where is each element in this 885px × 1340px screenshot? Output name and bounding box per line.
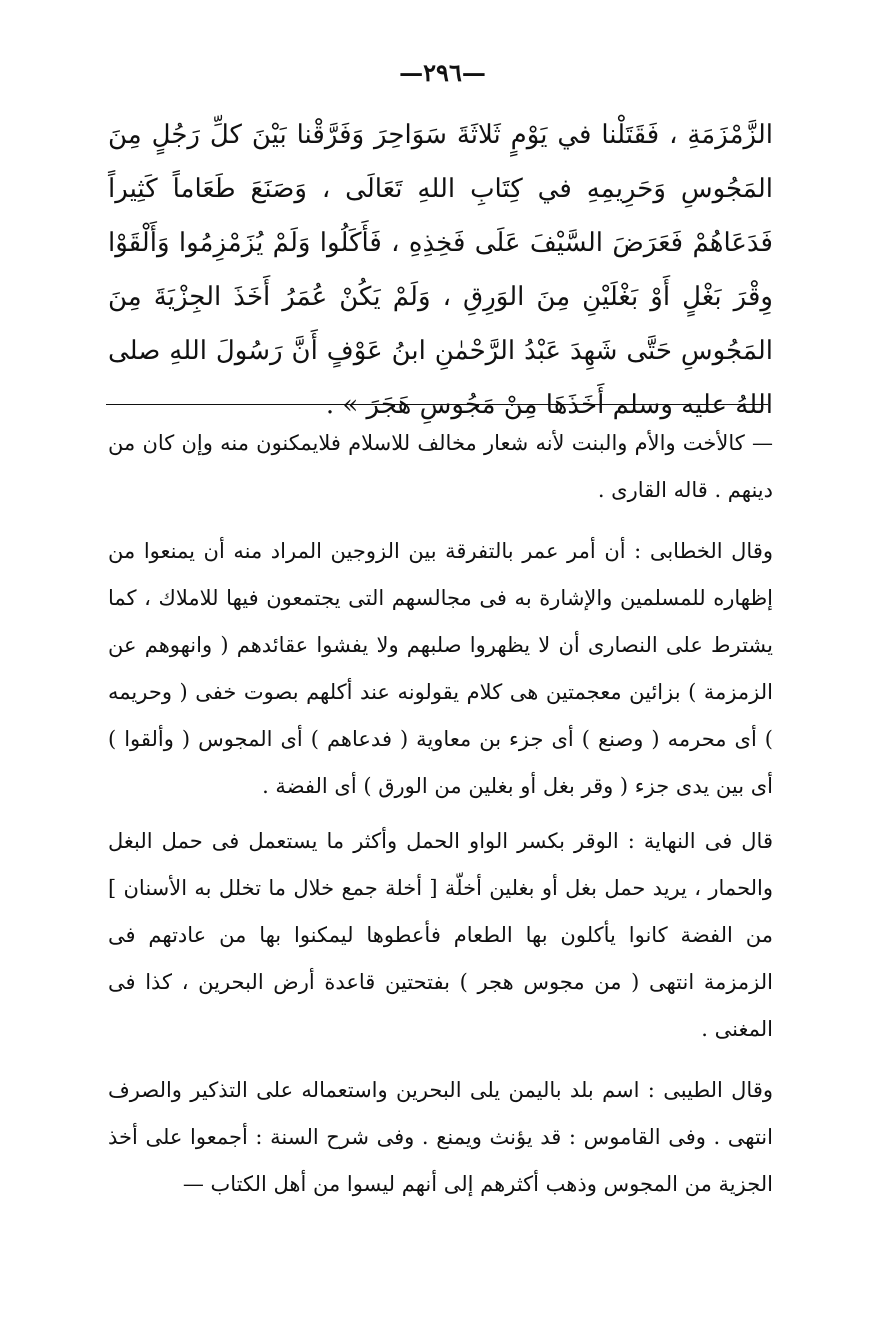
- main-text: [108, 108, 773, 432]
- commentary-paragraph-1: — كالأخت والأم والبنت لأنه شعار مخالف للاسلام فلايمكنون منه وإن كان من دينهم . قاله القارى .: [108, 431, 773, 502]
- main-paragraph: الزَّمْزَمَةِ ، فَقَتَلْنا في يَوْمٍ ثَلاثَةَ سَوَاحِرَ وَفَرَّقْنا بَيْنَ كلِّ رَجُلٍ مِنَ المَجُوسِ وَحَرِيمِهِ في كِتَابِ اللهِ تَعَالَى ، وَصَنَعَ طَعَاماً كَثِيراً فَدَعَاهُمْ فَعَرَضَ السَّيْفَ عَلَى فَخِذِهِ ، فَأَكَلُوا وَلَمْ يُزَمْزِمُوا وَأَلْقَوْا وِقْرَ بَغْلٍ أَوْ بَغْلَيْنِ مِنَ الوَرِقِ ، وَلَمْ يَكُنْ عُمَرُ أَخَذَ الجِزْيَةَ مِنَ المَجُوسِ حَتَّى شَهِدَ عَبْدُ الرَّحْمٰنِ ابنُ عَوْفٍ أَنَّ رَسُولَ اللهِ صلى اللهُ عليه وسلم أَخَذَهَا مِنْ مَجُوسِ هَجَرَ » .: [108, 120, 773, 420]
- page-number: —٢٩٦—: [399, 58, 486, 87]
- commentary: [108, 420, 773, 1208]
- footnote-divider: [106, 404, 768, 405]
- commentary-paragraph-2: وقال الخطابى : أن أمر عمر بالتفرقة بين الزوجين المراد منه أن يمنعوا من إظهاره للمسلمين والإشارة به فى مجالسهم التى يجتمعون فيها للاملاك ، كما يشترط على النصارى أن لا يظهروا صلبهم ولا يفشوا عقائدهم ( وانهوهم عن الزمزمة ) بزائين معجمتين هى كلام يقولونه عند أكلهم بصوت خفى ( وحريمه ) أى محرمه ( وصنع ) أى جزء بن معاوية ( فدعاهم ) أى المجوس ( وألقوا ) أى بين يدى جزء ( وقر بغل أو بغلين من الورق ) أى الفضة .: [108, 539, 773, 798]
- commentary-paragraph-4: وقال الطيبى : اسم بلد باليمن يلى البحرين واستعماله على التذكير والصرف انتهى . وفى القاموس : قد يؤنث ويمنع . وفى شرح السنة : أجمعوا على أخذ الجزية من المجوس وذهب أكثرهم إلى أنهم ليسوا من أهل الكتاب —: [108, 1078, 773, 1196]
- commentary-paragraph-3: قال فى النهاية : الوقر بكسر الواو الحمل وأكثر ما يستعمل فى حمل البغل والحمار ، يريد حمل بغل أو بغلين أخلّة [ أخلة جمع خلال ما تخلل به الأسنان ] من الفضة كانوا يأكلون بها الطعام فأعطوها ليمكنوا بها من عادتهم فى الزمزمة انتهى ( من مجوس هجر ) بفتحتين قاعدة أرض البحرين ، كذا فى المغنى .: [108, 829, 773, 1041]
